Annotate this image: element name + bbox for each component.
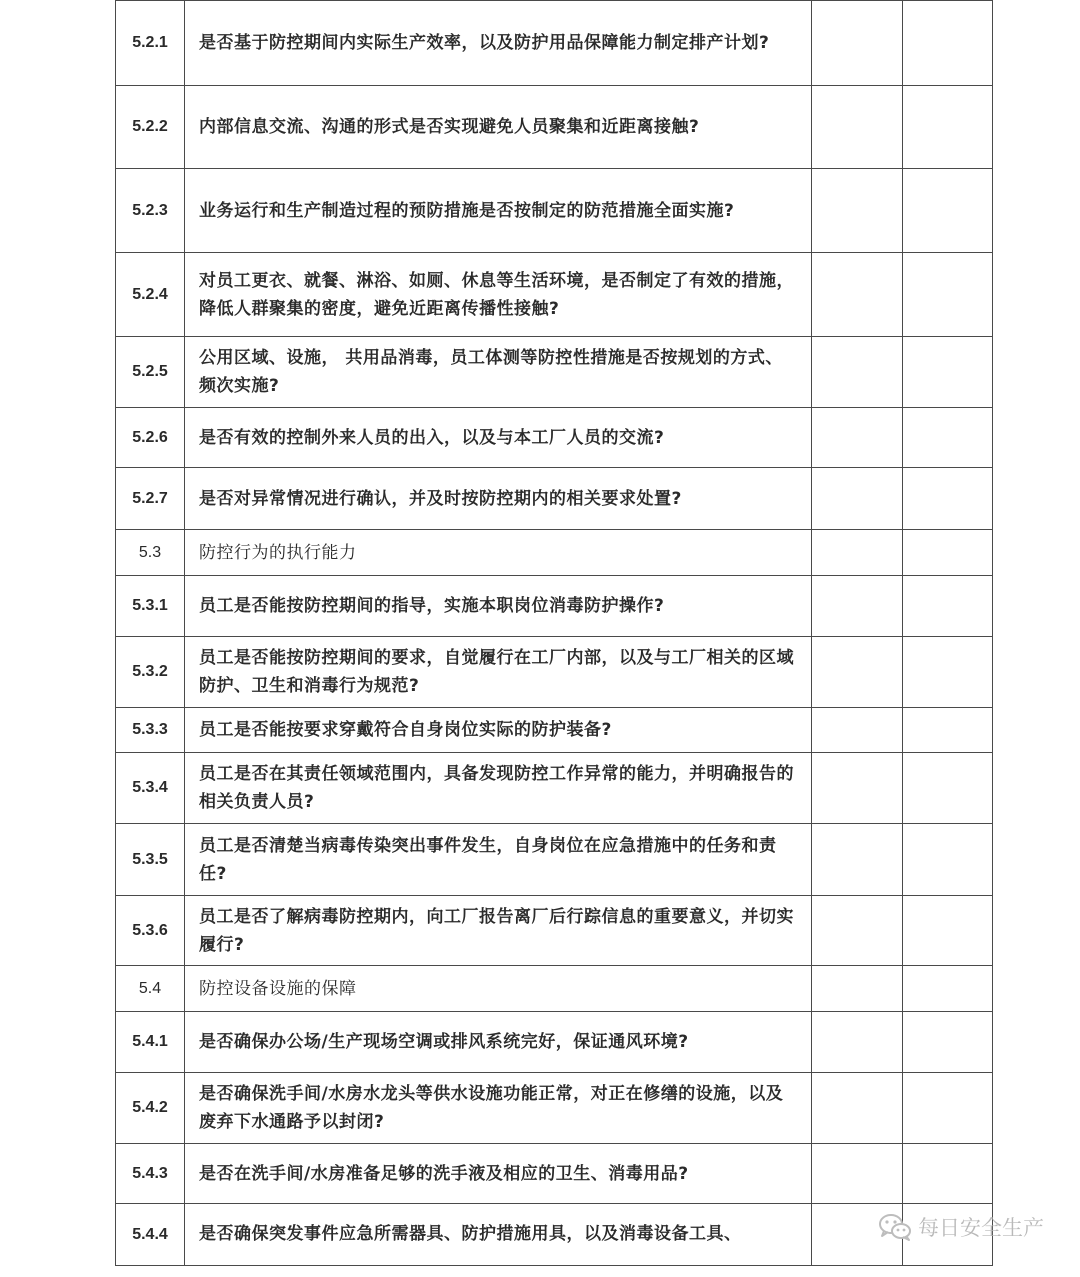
table-row [116,1073,993,1144]
item-question: 是否确保洗手间/水房水龙头等供水设施功能正常，对正在修缮的设施，以及废弃下水通路予以封闭? [185,1073,812,1144]
remark-cell [903,576,993,637]
table-row [116,576,993,637]
table-row [116,1012,993,1073]
item-number: 5.3.3 [116,708,185,753]
item-number: 5.4.3 [116,1144,185,1204]
result-cell [812,253,903,337]
item-number: 5.4.2 [116,1073,185,1144]
result-cell [812,753,903,824]
remark-cell [903,86,993,169]
item-question: 是否在洗手间/水房准备足够的洗手液及相应的卫生、消毒用品? [185,1144,812,1204]
item-question: 公用区域、设施， 共用品消毒，员工体测等防控性措施是否按规划的方式、频次实施? [185,337,812,408]
result-cell [812,637,903,708]
remark-cell [903,966,993,1012]
remark-cell [903,468,993,530]
watermark-text: 每日安全生产 [918,1216,1044,1240]
remark-cell [903,169,993,253]
table-row [116,1204,993,1266]
item-number: 5.3.2 [116,637,185,708]
item-question: 员工是否了解病毒防控期内，向工厂报告离厂后行踪信息的重要意义，并切实履行? [185,896,812,966]
remark-cell [903,896,993,966]
result-cell [812,169,903,253]
table-row [116,708,993,753]
checklist-table [115,0,993,1266]
result-cell [812,1,903,86]
item-question: 员工是否能按防控期间的要求，自觉履行在工厂内部，以及与工厂相关的区域防护、卫生和消毒行为规范? [185,637,812,708]
result-cell [812,896,903,966]
table-row [116,408,993,468]
item-question: 是否基于防控期间内实际生产效率，以及防护用品保障能力制定排产计划? [185,1,812,86]
item-number: 5.3.4 [116,753,185,824]
item-question: 员工是否在其责任领域范围内，具备发现防控工作异常的能力，并明确报告的相关负责人员? [185,753,812,824]
section-title: 防控行为的执行能力 [185,530,812,576]
table-row [116,468,993,530]
table-row [116,896,993,966]
item-question: 是否确保办公场/生产现场空调或排风系统完好，保证通风环境? [185,1012,812,1073]
remark-cell [903,253,993,337]
item-question: 内部信息交流、沟通的形式是否实现避免人员聚集和近距离接触? [185,86,812,169]
remark-cell [903,1,993,86]
table-row [116,753,993,824]
remark-cell [903,637,993,708]
table-row [116,824,993,896]
table-row [116,253,993,337]
result-cell [812,1144,903,1204]
item-question: 员工是否清楚当病毒传染突出事件发生，自身岗位在应急措施中的任务和责任? [185,824,812,896]
result-cell [812,1012,903,1073]
item-number: 5.2.1 [116,1,185,86]
result-cell [812,708,903,753]
item-question: 是否对异常情况进行确认，并及时按防控期内的相关要求处置? [185,468,812,530]
remark-cell [903,530,993,576]
result-cell [812,576,903,637]
section-title: 防控设备设施的保障 [185,966,812,1012]
item-number: 5.4.4 [116,1204,185,1266]
item-question: 对员工更衣、就餐、淋浴、如厕、休息等生活环境，是否制定了有效的措施，降低人群聚集的密度，避免近距离传播性接触? [185,253,812,337]
section-row [116,966,993,1012]
section-number: 5.4 [116,966,185,1012]
result-cell [812,86,903,169]
remark-cell [903,1144,993,1204]
section-number: 5.3 [116,530,185,576]
item-question: 员工是否能按防控期间的指导，实施本职岗位消毒防护操作? [185,576,812,637]
remark-cell [903,1073,993,1144]
item-number: 5.2.7 [116,468,185,530]
item-number: 5.3.1 [116,576,185,637]
remark-cell [903,824,993,896]
result-cell [812,408,903,468]
item-number: 5.2.2 [116,86,185,169]
result-cell [812,530,903,576]
table-row [116,1,993,86]
item-number: 5.3.6 [116,896,185,966]
item-number: 5.2.3 [116,169,185,253]
result-cell [812,824,903,896]
table-row [116,337,993,408]
result-cell [812,468,903,530]
table-row [116,637,993,708]
remark-cell [903,408,993,468]
result-cell [812,1073,903,1144]
item-question: 是否确保突发事件应急所需器具、防护措施用具，以及消毒设备工具、 [185,1204,812,1266]
table-row [116,1144,993,1204]
table-row [116,169,993,253]
item-number: 5.2.6 [116,408,185,468]
remark-cell [903,708,993,753]
remark-cell [903,753,993,824]
item-question: 是否有效的控制外来人员的出入，以及与本工厂人员的交流? [185,408,812,468]
remark-cell [903,337,993,408]
item-number: 5.4.1 [116,1012,185,1073]
item-question: 业务运行和生产制造过程的预防措施是否按制定的防范措施全面实施? [185,169,812,253]
item-question: 员工是否能按要求穿戴符合自身岗位实际的防护装备? [185,708,812,753]
item-number: 5.2.5 [116,337,185,408]
remark-cell [903,1012,993,1073]
item-number: 5.3.5 [116,824,185,896]
item-number: 5.2.4 [116,253,185,337]
table-row [116,86,993,169]
result-cell [812,337,903,408]
section-row [116,530,993,576]
result-cell [812,966,903,1012]
wechat-icon [878,1213,912,1241]
watermark [878,1212,1044,1242]
